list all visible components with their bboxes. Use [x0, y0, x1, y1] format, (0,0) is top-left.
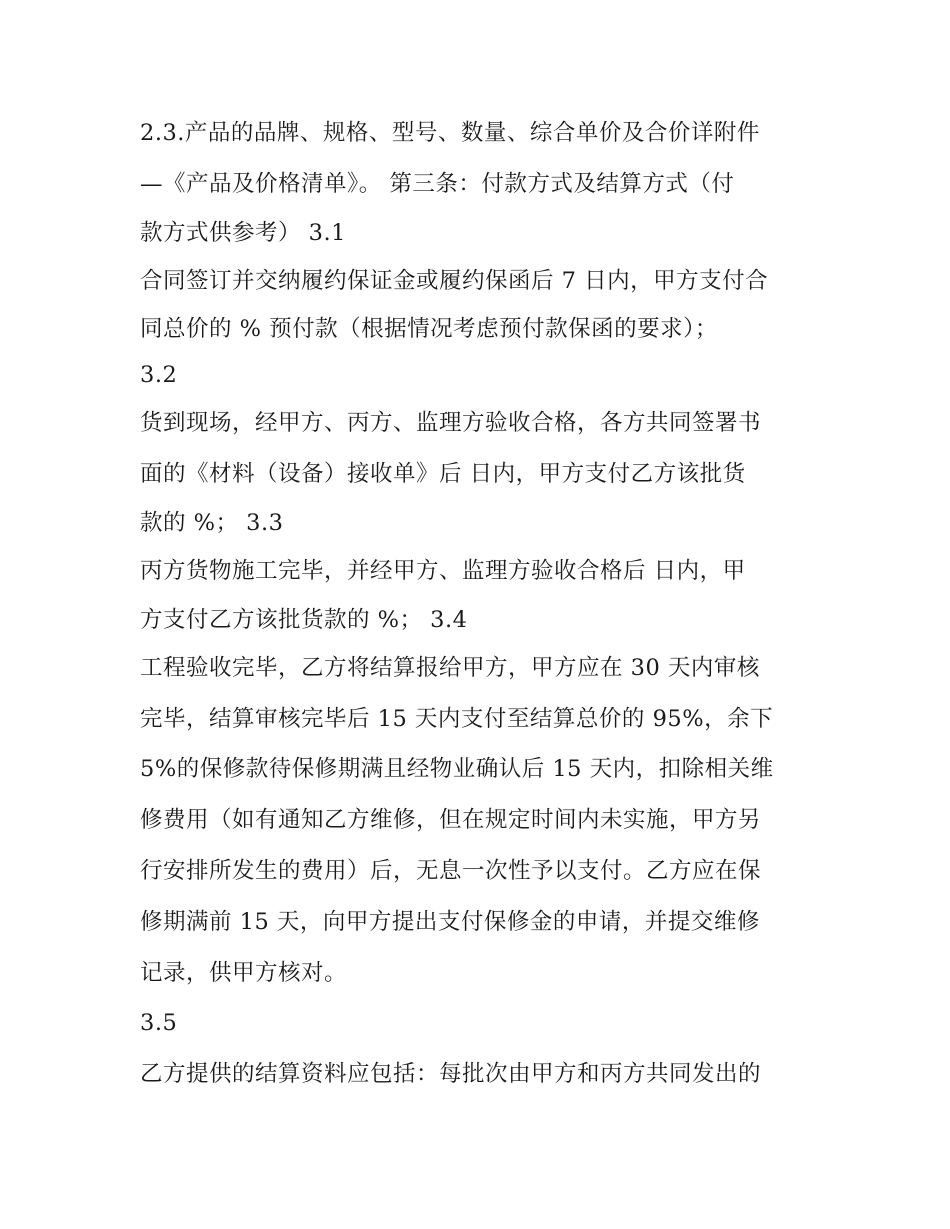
- text-line: 款方式供参考） 3.1: [140, 219, 346, 246]
- text-line: 丙方货物施工完毕，并经甲方、监理方验收合格后 日内，甲: [140, 557, 746, 584]
- text-line: 5%的保修款待保修期满且经物业确认后 15 天内，扣除相关维: [140, 756, 774, 783]
- text-line: 工程验收完毕，乙方将结算报给甲方，甲方应在 30 天内审核: [140, 654, 760, 681]
- section-number: 3.2: [140, 362, 178, 389]
- section-number: 3.5: [140, 1010, 178, 1037]
- text-line: 记录，供甲方核对。: [140, 959, 348, 986]
- document-body: [140, 108, 820, 1100]
- text-line: 2.3.产品的品牌、规格、型号、数量、综合单价及合价详附件: [140, 120, 760, 146]
- text-line: 乙方提供的结算资料应包括：每批次由甲方和丙方共同发出的: [140, 1061, 762, 1088]
- text-line: 合同签订并交纳履约保证金或履约保函后 7 日内，甲方支付合: [140, 267, 769, 294]
- text-line: 方支付乙方该批货款的 %； 3.4: [140, 606, 468, 633]
- text-line: 修费用（如有通知乙方维修，但在规定时间内未实施，甲方另: [140, 807, 762, 834]
- text-line: 面的《材料（设备）接收单》后 日内，甲方支付乙方该批货: [140, 461, 746, 488]
- text-line: 同总价的 % 预付款（根据情况考虑预付款保函的要求）；: [140, 316, 718, 343]
- text-line: 修期满前 15 天，向甲方提出支付保修金的申请，并提交维修: [140, 908, 760, 935]
- text-line: 行安排所发生的费用）后，无息一次性予以支付。乙方应在保: [140, 857, 762, 884]
- text-line: —《产品及价格清单》。 第三条：付款方式及结算方式（付: [140, 170, 735, 197]
- text-line: 款的 %； 3.3: [140, 509, 284, 536]
- text-line: 完毕，结算审核完毕后 15 天内支付至结算总价的 95%，余下: [140, 705, 774, 732]
- text-line: 货到现场，经甲方、丙方、监理方验收合格，各方共同签署书: [140, 410, 762, 437]
